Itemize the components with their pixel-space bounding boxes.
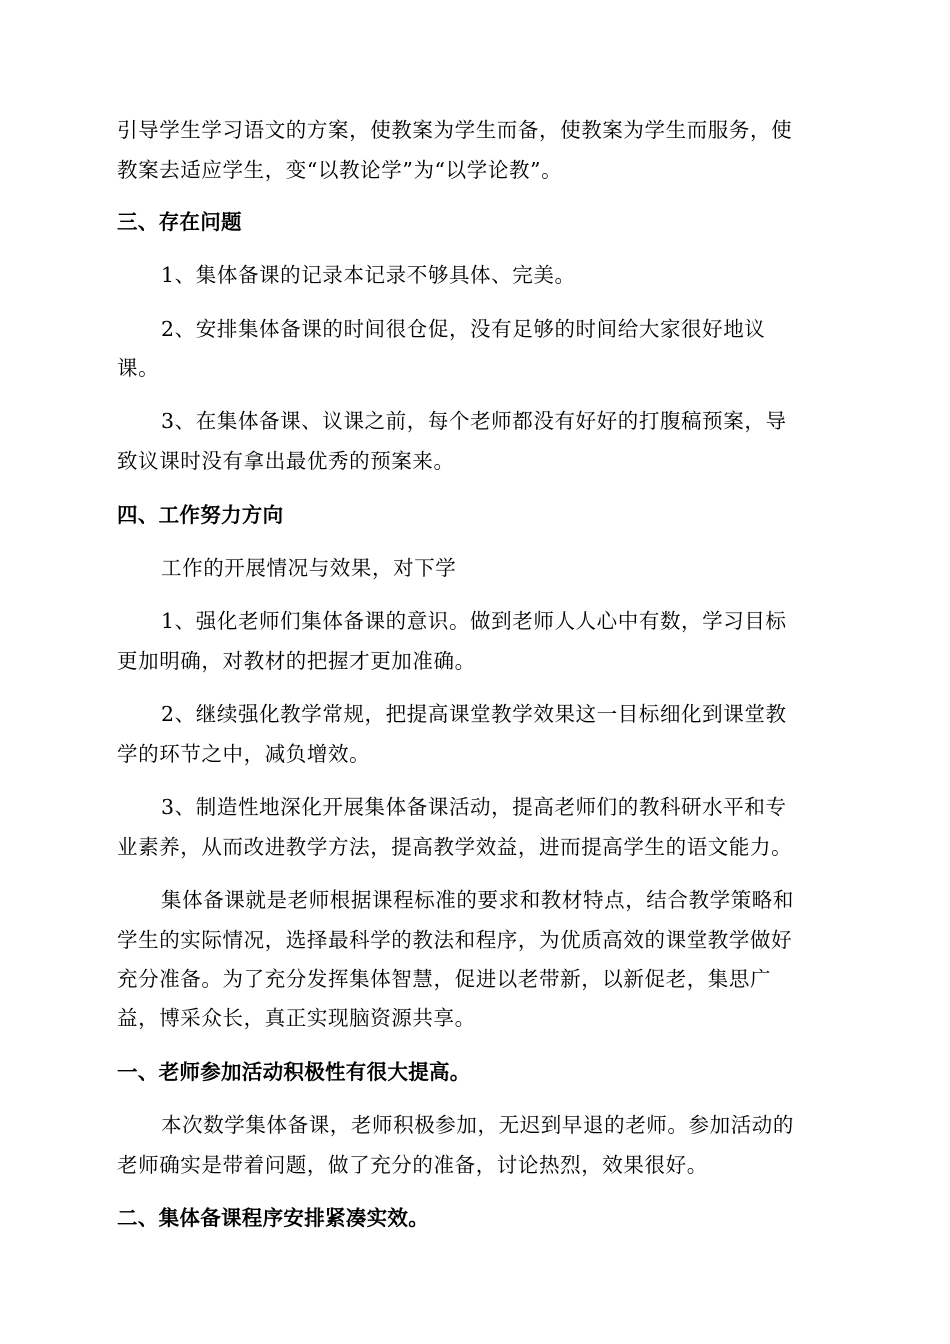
- section-heading: 三、存在问题: [117, 210, 242, 234]
- paragraph-line: 工作的开展情况与效果，对下学: [161, 556, 457, 580]
- paragraph-line: 致议课时没有拿出最优秀的预案来。: [117, 449, 455, 473]
- paragraph-line: 益，博采众长，真正实现脑资源共享。: [117, 1006, 476, 1030]
- paragraph-line: 2、继续强化教学常规，把提高课堂教学效果这一目标细化到课堂教: [161, 702, 787, 726]
- paragraph-line: 引导学生学习语文的方案，使教案为学生而备，使教案为学生而服务，使: [117, 118, 793, 142]
- paragraph-line: 3、制造性地深化开展集体备课活动，提高老师们的教科研水平和专: [161, 795, 787, 819]
- section-heading: 二、集体备课程序安排紧凑实效。: [117, 1206, 429, 1230]
- paragraph-line: 充分准备。为了充分发挥集体智慧，促进以老带新，以新促老，集思广: [117, 967, 772, 991]
- paragraph-line: 本次数学集体备课，老师积极参加，无迟到早退的老师。参加活动的: [161, 1113, 794, 1137]
- section-heading: 四、工作努力方向: [117, 503, 284, 527]
- paragraph-line: 老师确实是带着问题，做了充分的准备，讨论热烈，效果很好。: [117, 1153, 708, 1177]
- paragraph-line: 课。: [117, 356, 160, 380]
- paragraph-line: 集体备课就是老师根据课程标准的要求和教材特点，结合教学策略和: [161, 888, 794, 912]
- paragraph-line: 更加明确，对教材的把握才更加准确。: [117, 649, 476, 673]
- paragraph-line: 3、在集体备课、议课之前，每个老师都没有好好的打腹稿预案，导: [161, 409, 787, 433]
- section-heading: 一、老师参加活动积极性有很大提高。: [117, 1060, 471, 1084]
- paragraph-line: 业素养，从而改进教学方法，提高教学效益，进而提高学生的语文能力。: [117, 835, 793, 859]
- paragraph-line: 学生的实际情况，选择最科学的教法和程序，为优质高效的课堂教学做好: [117, 928, 793, 952]
- paragraph-line: 1、集体备课的记录本记录不够具体、完美。: [161, 263, 576, 287]
- paragraph-line: 教案去适应学生，变“以教论学”为“以学论教”。: [117, 158, 563, 182]
- paragraph-line: 1、强化老师们集体备课的意识。做到老师人人心中有数，学习目标: [161, 609, 787, 633]
- paragraph-line: 2、安排集体备课的时间很仓促，没有足够的时间给大家很好地议: [161, 317, 766, 341]
- paragraph-line: 学的环节之中，减负增效。: [117, 742, 371, 766]
